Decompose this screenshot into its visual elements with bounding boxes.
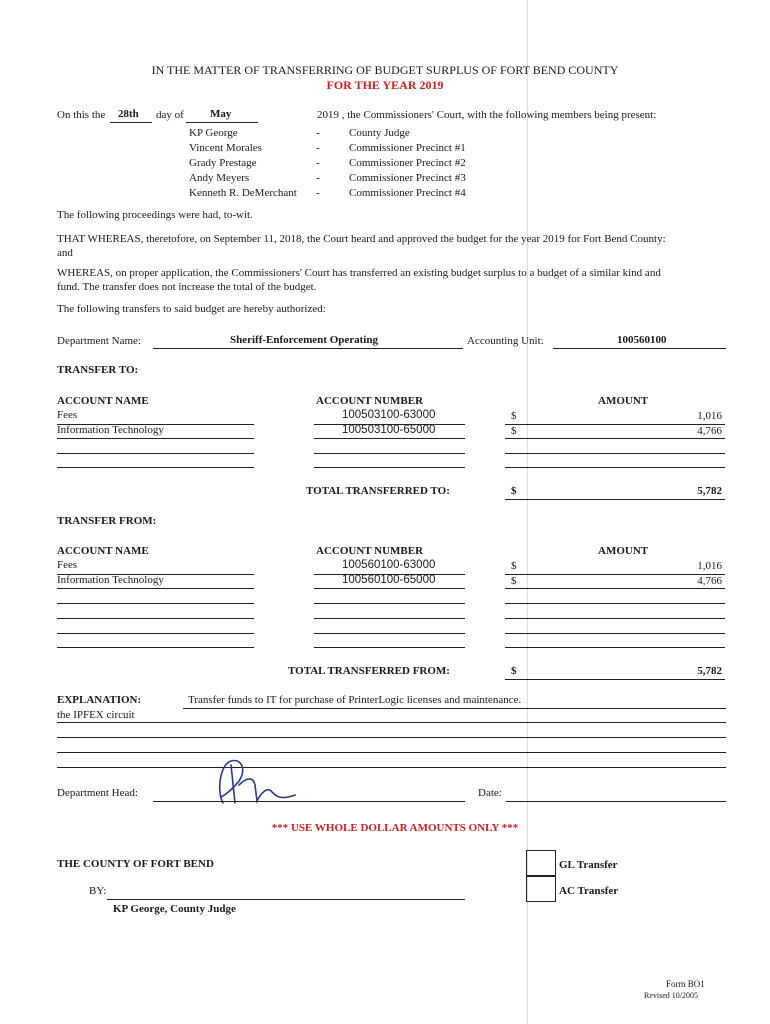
transfer-to-heading: TRANSFER TO: xyxy=(57,364,139,376)
document-title: IN THE MATTER OF TRANSFERRING OF BUDGET SURPLUS OF FORT BEND COUNTY xyxy=(151,63,619,77)
gl-transfer-label: GL Transfer xyxy=(559,859,618,871)
row-underline xyxy=(505,588,725,589)
row-underline xyxy=(57,633,254,634)
by-signature-line xyxy=(107,899,465,900)
date-line xyxy=(506,801,726,802)
county-signer: KP George, County Judge xyxy=(113,903,236,915)
member-dash: - xyxy=(316,157,320,169)
row-underline xyxy=(57,467,254,468)
row-underline xyxy=(505,467,725,468)
date-label: Date: xyxy=(478,787,502,799)
row-underline xyxy=(314,438,465,439)
explanation-underline xyxy=(57,767,726,768)
table-row-account-number: 100560100-65000 xyxy=(342,574,436,586)
intro-month-value: May xyxy=(210,108,232,120)
member-name: Kenneth R. DeMerchant xyxy=(189,187,297,199)
by-label: BY: xyxy=(89,885,107,897)
transfer-from-total-label: TOTAL TRANSFERRED FROM: xyxy=(288,665,450,677)
member-role: Commissioner Precinct #4 xyxy=(349,187,466,199)
member-name: Grady Prestage xyxy=(189,157,257,169)
department-head-label: Department Head: xyxy=(57,787,138,799)
ac-transfer-label: AC Transfer xyxy=(559,885,619,897)
row-underline xyxy=(57,647,254,648)
transfer-from-heading: TRANSFER FROM: xyxy=(57,515,157,527)
intro-rest: 2019 , the Commissioners' Court, with the following members being present: xyxy=(317,109,657,121)
row-underline xyxy=(57,438,254,439)
table-row-amount: 4,766 xyxy=(697,575,722,587)
row-underline xyxy=(505,647,725,648)
member-name: Vincent Morales xyxy=(189,142,262,154)
department-name-value: Sheriff-Enforcement Operating xyxy=(230,334,378,346)
row-underline xyxy=(505,603,725,604)
row-underline xyxy=(314,453,465,454)
transfer-to-total-amount: 5,782 xyxy=(697,485,722,497)
row-underline xyxy=(505,453,725,454)
accounting-unit-value: 100560100 xyxy=(617,334,667,346)
intro-on-this-the: On this the xyxy=(57,109,106,121)
table-row-amount: 4,766 xyxy=(697,425,722,437)
department-head-line xyxy=(153,801,465,802)
member-dash: - xyxy=(316,172,320,184)
table-row-amount: 1,016 xyxy=(697,560,722,572)
member-dash: - xyxy=(316,187,320,199)
intro-day-of: day of xyxy=(156,109,184,121)
explanation-text: Transfer funds to IT for purchase of PrinterLogic licenses and maintenance. xyxy=(188,694,522,706)
row-underline xyxy=(314,633,465,634)
transfer-to-total-currency: $ xyxy=(511,485,517,497)
table-row-account-number: 100503100-63000 xyxy=(342,409,436,421)
member-dash: - xyxy=(316,127,320,139)
whereas-transfer-text: WHEREAS, on proper application, the Commissioners' Court has transferred an existing budget surplus to a budget of a similar kind and xyxy=(57,267,661,279)
table-row-account-name: Information Technology xyxy=(57,424,164,436)
row-underline xyxy=(314,603,465,604)
whereas-transfer-text-cont: fund. The transfer does not increase the total of the budget. xyxy=(57,281,317,293)
member-role: Commissioner Precinct #2 xyxy=(349,157,466,169)
whereas-budget-and: and xyxy=(57,247,73,259)
explanation-continued: the IPFEX circuit xyxy=(57,709,135,721)
row-underline xyxy=(314,647,465,648)
explanation-underline xyxy=(57,737,726,738)
table-row-currency: $ xyxy=(511,575,517,587)
total-underline xyxy=(505,679,725,680)
table-row-amount: 1,016 xyxy=(697,410,722,422)
table-row-currency: $ xyxy=(511,410,517,422)
transfer-from-col-number: ACCOUNT NUMBER xyxy=(316,545,424,557)
department-name-underline xyxy=(153,348,463,349)
transfer-to-total-label: TOTAL TRANSFERRED TO: xyxy=(306,485,450,497)
explanation-underline xyxy=(57,722,726,723)
table-row-account-name: Information Technology xyxy=(57,574,164,586)
authorized-text: The following transfers to said budget are hereby authorized: xyxy=(57,303,326,315)
transfer-from-total-amount: 5,782 xyxy=(697,665,722,677)
total-underline xyxy=(505,499,725,500)
table-row-currency: $ xyxy=(511,425,517,437)
department-name-label: Department Name: xyxy=(57,335,141,347)
row-underline xyxy=(314,588,465,589)
accounting-unit-underline xyxy=(553,348,726,349)
row-underline xyxy=(57,588,254,589)
row-underline xyxy=(505,633,725,634)
member-role: Commissioner Precinct #1 xyxy=(349,142,466,154)
proceedings-text: The following proceedings were had, to-wit. xyxy=(57,209,253,221)
gl-transfer-checkbox[interactable] xyxy=(526,850,556,876)
row-underline xyxy=(314,618,465,619)
form-revised: Revised 10/2005 xyxy=(644,991,698,1000)
transfer-from-col-amount: AMOUNT xyxy=(598,545,649,557)
member-role: Commissioner Precinct #3 xyxy=(349,172,466,184)
explanation-label: EXPLANATION: xyxy=(57,694,142,706)
document-year: FOR THE YEAR 2019 xyxy=(326,78,444,92)
row-underline xyxy=(505,618,725,619)
table-row-account-number: 100560100-63000 xyxy=(342,559,436,571)
member-name: Andy Meyers xyxy=(189,172,250,184)
member-role: County Judge xyxy=(349,127,410,139)
explanation-underline xyxy=(57,752,726,753)
whole-dollar-notice: *** USE WHOLE DOLLAR AMOUNTS ONLY *** xyxy=(271,822,519,834)
transfer-to-col-amount: AMOUNT xyxy=(598,395,649,407)
member-name: KP George xyxy=(189,127,238,139)
table-row-account-name: Fees xyxy=(57,559,78,571)
transfer-from-col-name: ACCOUNT NAME xyxy=(57,545,149,557)
explanation-underline xyxy=(183,708,726,709)
row-underline xyxy=(505,438,725,439)
transfer-to-col-name: ACCOUNT NAME xyxy=(57,395,149,407)
row-underline xyxy=(57,603,254,604)
ac-transfer-checkbox[interactable] xyxy=(526,876,556,902)
county-heading: THE COUNTY OF FORT BEND xyxy=(57,858,214,870)
transfer-to-col-number: ACCOUNT NUMBER xyxy=(316,395,424,407)
intro-day-underline xyxy=(110,122,152,123)
row-underline xyxy=(57,453,254,454)
accounting-unit-label: Accounting Unit: xyxy=(467,335,544,347)
table-row-account-name: Fees xyxy=(57,409,78,421)
row-underline xyxy=(314,467,465,468)
whereas-budget-text: THAT WHEREAS, theretofore, on September 11, 2018, the Court heard and approved the budget for the year 2019 for Fort Bend County: xyxy=(57,233,666,245)
table-row-account-number: 100503100-65000 xyxy=(342,424,436,436)
intro-month-underline xyxy=(186,122,258,123)
member-dash: - xyxy=(316,142,320,154)
intro-day-value: 28th xyxy=(118,108,139,120)
table-row-currency: $ xyxy=(511,560,517,572)
row-underline xyxy=(57,618,254,619)
form-number: Form BO1 xyxy=(666,979,705,989)
transfer-from-total-currency: $ xyxy=(511,665,517,677)
